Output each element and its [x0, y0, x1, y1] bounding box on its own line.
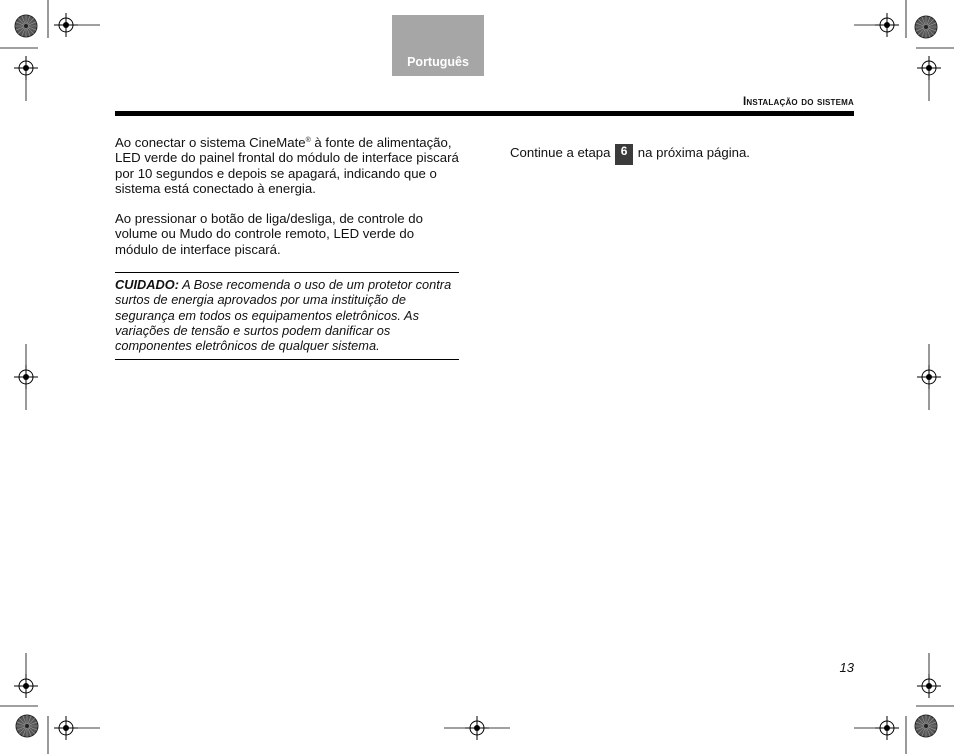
- section-title: Instalação do sistema: [743, 96, 854, 108]
- registered-mark: ®: [305, 137, 311, 144]
- left-column: [115, 135, 459, 360]
- paragraph-power-connect-end: à fonte de alimentação, LED verde do painel frontal do módulo de interface piscará por 10 segundos e depois se apagará, indicando que o sistema está conectado à energia.: [115, 135, 459, 196]
- caution-label: CUIDADO:: [115, 277, 179, 293]
- continue-text-start: Continue a etapa: [510, 145, 615, 160]
- step-number-badge: 6: [615, 144, 633, 165]
- caution-text: A Bose recomenda o uso de um protetor contra surtos de energia aprovados por uma instituição de segurança em todos os equipamentos eletrônicos. As variações de tensão e surtos podem danificar os componentes eletrônicos de qualquer sistema.: [115, 277, 452, 354]
- right-column: [510, 144, 750, 165]
- language-tab-label: Português: [407, 55, 469, 69]
- continue-text-end: na próxima página.: [634, 145, 750, 160]
- caution-box: [115, 272, 459, 359]
- paragraph-power-connect: [115, 135, 459, 196]
- paragraph-remote-led: Ao pressionar o botão de liga/desliga, de controle do volume ou Mudo do controle remoto, LED verde do módulo de interface piscará.: [115, 211, 423, 257]
- paragraph-power-connect-start: Ao conectar o sistema CineMate: [115, 135, 306, 150]
- page-number: 13: [839, 660, 854, 675]
- header-rule: [115, 111, 854, 116]
- language-tab: [392, 15, 484, 76]
